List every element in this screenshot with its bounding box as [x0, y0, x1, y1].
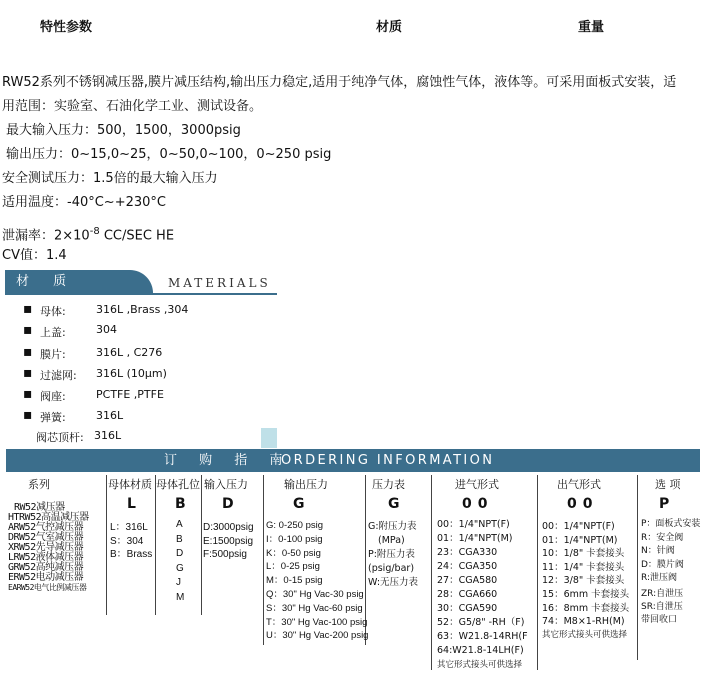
outlet-item: 01：1/4"NPT(M)	[542, 534, 618, 546]
outlet-item: 11：1/4" 卡套接头	[542, 561, 625, 573]
option-item: N：针阀	[641, 546, 675, 556]
body-material-item: L：316L	[110, 522, 148, 533]
output-pressure-item: G: 0-250 psig	[266, 520, 324, 531]
header-weight-title: 重量	[578, 20, 605, 35]
output-pressure-item: M：0-15 psig	[266, 575, 323, 587]
inlet-list	[437, 518, 528, 672]
col-header-body-ports: 母体孔位	[156, 478, 200, 491]
option-item: D：膜片阀	[641, 559, 684, 570]
inlet-item: 64:W21.8-14LH(F)	[437, 645, 524, 656]
series-item: LRW52液体减压器	[8, 552, 84, 563]
col-header-inlet: 进气形式	[455, 478, 499, 491]
output-pressure-item: U：30" Hg Vac-200 psig	[266, 630, 369, 642]
separator	[106, 475, 107, 615]
option-item: R：安全阀	[641, 532, 684, 543]
separator	[155, 475, 156, 615]
option-item: 带回收口	[641, 614, 678, 625]
gauge-item: W:无压力表	[368, 577, 419, 588]
col-header-outlet: 出气形式	[557, 478, 601, 491]
material-value: 316L , C276	[96, 346, 163, 359]
body-port-item: A	[176, 519, 183, 530]
spec-max-input: 最大输入压力：500，1500，3000psig	[6, 123, 241, 138]
outlet-item: 12：3/8" 卡套接头	[542, 575, 625, 587]
header-spec-title: 特性参数	[40, 20, 93, 35]
material-item: ▪ 过滤网:	[23, 365, 77, 382]
outlet-item: 15：6mm 卡套接头	[542, 588, 630, 600]
options-list	[641, 518, 700, 626]
body-material-item: S：304	[110, 535, 144, 547]
input-pressure-item: F:500psig	[203, 549, 247, 560]
outlet-note: 其它形式接头可供选择	[542, 629, 628, 640]
inlet-item: 01：1/4"NPT(M)	[437, 533, 513, 544]
input-pressure-list	[203, 521, 254, 562]
outlet-item: 74：M8×1-RH(M)	[542, 616, 625, 628]
spec-cv: CV值：1.4	[2, 248, 67, 263]
material-value: 316L	[96, 409, 124, 422]
option-item: R:泄压阀	[641, 573, 678, 583]
output-pressure-list	[266, 519, 368, 643]
output-pressure-item: I：0-100 psig	[266, 533, 323, 545]
series-item: RW52减压器	[14, 502, 65, 513]
input-pressure-item: E:1500psig	[203, 535, 254, 547]
option-item: P：面板式安装	[641, 519, 701, 529]
ordering-title-cn: 订 购 指 南	[164, 453, 292, 468]
header-material-title: 材质	[376, 20, 403, 35]
inlet-item: 23：CGA330	[437, 547, 498, 558]
spec-application: 用范围：实验室、石油化学工业、测试设备。	[2, 99, 263, 114]
code-inlet: 00	[462, 496, 494, 512]
body-port-item: B	[176, 533, 183, 545]
material-item: 阀芯顶杆:	[36, 431, 84, 444]
spec-output: 输出压力：0~15,0~25，0~50,0~100，0~250 psig	[6, 147, 332, 162]
materials-underline	[5, 293, 277, 295]
body-ports-list	[176, 518, 184, 605]
series-item: HTRW52高温减压器	[8, 512, 89, 523]
code-body-material: L	[127, 496, 136, 512]
material-item: ▪ 弹簧:	[23, 407, 66, 424]
code-input-pressure: D	[222, 496, 234, 512]
inlet-item: 52：G5/8" -RH（F)	[437, 617, 525, 628]
inlet-item: 24：CGA350	[437, 561, 498, 572]
spec-temperature: 适用温度：-40°C~+230°C	[2, 195, 166, 210]
body-port-item: D	[176, 548, 184, 559]
series-list	[8, 503, 89, 593]
series-item: DRW52气室减压器	[8, 532, 84, 543]
gauge-item: P:附压力表	[368, 549, 415, 560]
materials-title: MATERIALS	[168, 276, 271, 290]
separator	[201, 475, 202, 615]
inlet-note: 其它形式接头可供选择	[437, 660, 523, 670]
option-item: SR:自泄压	[641, 602, 683, 612]
col-header-options: 选 项	[655, 478, 681, 491]
ordering-title-en: ORDERING INFORMATION	[281, 453, 495, 468]
col-header-body-material: 母体材质	[108, 478, 152, 491]
materials-tab: 材 质	[5, 270, 153, 293]
outlet-list	[542, 520, 629, 642]
spec-leak-rate: 泄漏率：$2\times 10^{-8}$ CC/SEC HE	[2, 226, 175, 244]
material-item: ▪ 上盖:	[23, 322, 66, 339]
gauge-item: G:附压力表	[368, 521, 417, 532]
series-item: ERW52电动减压器	[8, 572, 84, 583]
col-header-series: 系列	[28, 478, 50, 491]
separator	[637, 475, 638, 660]
inlet-item: 00：1/4"NPT(F)	[437, 519, 510, 530]
code-body-ports: B	[175, 496, 186, 512]
col-header-gauge: 压力表	[372, 478, 405, 491]
gauge-item: (MPa)	[378, 535, 405, 546]
inlet-item: 63：W21.8-14RH(F	[437, 631, 528, 642]
separator	[431, 475, 432, 670]
material-item: ▪ 母体:	[23, 301, 66, 318]
input-pressure-item: D:3000psig	[203, 522, 254, 533]
inlet-item: 27：CGA580	[437, 575, 498, 586]
series-item: ARW52气控减压器	[8, 522, 84, 533]
body-material-list	[110, 521, 152, 562]
inlet-item: 30：CGA590	[437, 603, 498, 614]
code-gauge: G	[388, 496, 400, 512]
code-outlet: 00	[567, 496, 599, 512]
output-pressure-item: K：0-50 psig	[266, 547, 321, 559]
spec-intro: RW52系列不锈钢减压器,膜片减压结构,输出压力稳定,适用于纯净气体，腐蚀性气体，液体等。可采用面板式安装，适	[2, 75, 677, 90]
body-port-item: M	[176, 591, 185, 603]
material-value: PCTFE ,PTFE	[96, 388, 164, 401]
material-value: 316L (10μm)	[96, 367, 167, 380]
output-pressure-item: Q：30" Hg Vac-30 psig	[266, 588, 364, 600]
option-item: ZR:自泄压	[641, 588, 684, 599]
outlet-item: 16：8mm 卡套接头	[542, 602, 630, 614]
material-value: 316L	[94, 429, 122, 442]
body-material-item: B：Brass	[110, 549, 153, 560]
spec-safety: 安全测试压力：1.5倍的最大输入压力	[2, 171, 218, 186]
inlet-item: 28：CGA660	[437, 589, 498, 600]
material-value: 304	[96, 323, 117, 336]
col-header-input-pressure: 输入压力	[204, 478, 248, 491]
outlet-item: 00：1/4"NPT(F)	[542, 521, 615, 532]
output-pressure-item: S：30" Hg Vac-60 psig	[266, 602, 363, 614]
material-value: 316L ,Brass ,304	[96, 303, 189, 316]
material-item: ▪ 阀座:	[23, 386, 66, 403]
gauge-item: (psig/bar)	[368, 563, 415, 574]
body-port-item: G	[176, 562, 184, 574]
series-item: XRW52先导减压器	[8, 542, 84, 553]
col-header-output-pressure: 输出压力	[284, 478, 328, 491]
output-pressure-item: T：30" Hg Vac-100 psig	[266, 616, 368, 628]
output-pressure-item: L：0-25 psig	[266, 561, 320, 573]
separator	[263, 475, 264, 645]
material-item: ▪ 膜片:	[23, 344, 66, 361]
series-item: GRW52高纯减压器	[8, 562, 84, 573]
gauge-list	[368, 520, 418, 590]
decorative-square	[261, 428, 277, 448]
series-item: EARW52电气比例减压器	[8, 583, 87, 592]
code-options: P	[659, 496, 670, 512]
ordering-bar	[6, 449, 700, 472]
body-port-item: J	[176, 577, 181, 588]
outlet-item: 10：1/8" 卡套接头	[542, 548, 625, 560]
code-output-pressure: G	[293, 496, 305, 512]
separator	[537, 475, 538, 670]
